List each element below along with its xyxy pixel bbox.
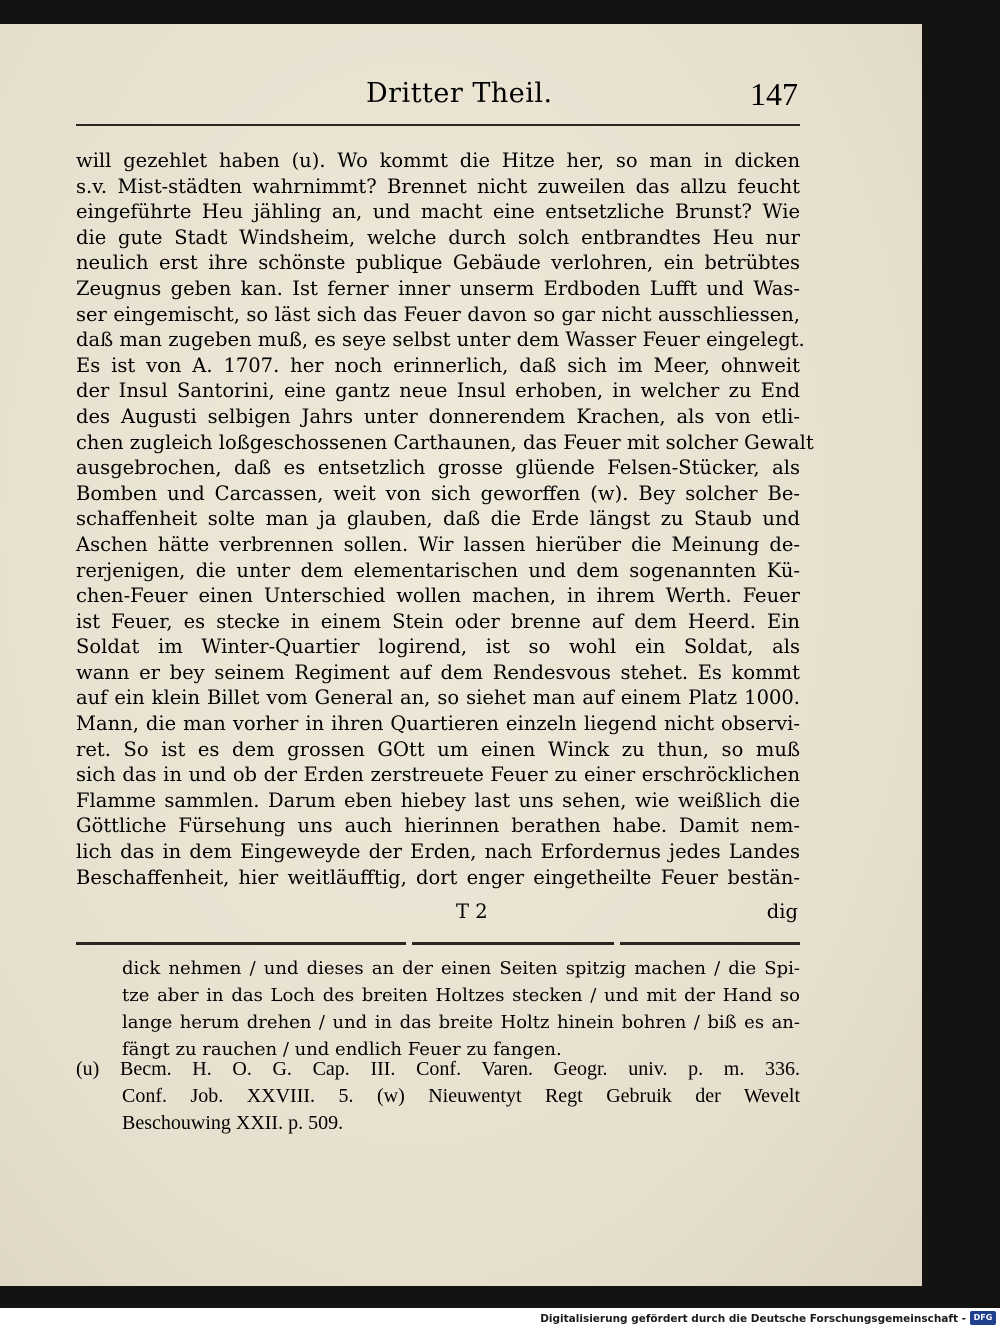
text-line: rerjenigen, die unter dem elementarischen und dem sogenannten Kü-: [76, 558, 800, 582]
text-line: Es ist von A. 1707. her noch erinnerlich, daß sich im Meer, ohnweit: [76, 353, 800, 377]
footnote-continuation: [122, 955, 800, 1063]
text-line: neulich erst ihre schönste publique Gebäude verlohren, ein betrübtes: [76, 251, 800, 275]
header-rule: [76, 124, 800, 126]
text-line: schaffenheit solte man ja glauben, daß die Erde längst zu Staub und: [76, 507, 800, 531]
text-line: ist Feuer, es stecke in einem Stein oder brenne auf dem Heerd. Ein: [76, 609, 800, 633]
text-line: s.v. Mist-städten wahrnimmt? Brennet nicht zuweilen das allzu feucht: [76, 174, 800, 198]
text-line: chen-Feuer einen Unterschied wollen machen, in ihrem Werth. Feuer: [76, 584, 800, 608]
text-line: Bomben und Carcassen, weit von sich geworffen (w). Bey solcher Be-: [76, 481, 800, 505]
text-line: Zeugnus geben kan. Ist ferner inner unserm Erdboden Lufft und Was-: [76, 276, 800, 300]
footnote-divider: [620, 942, 800, 945]
page-header: [76, 76, 800, 120]
text-line: ausgebrochen, daß es entsetzlich grosse glüende Felsen-Stücker, als: [76, 456, 800, 480]
text-line: eingeführte Heu jähling an, und macht eine entsetzliche Brunst? Wie: [76, 200, 800, 224]
reference-line: Conf. Job. XXVIII. 5. (w) Nieuwentyt Regt Gebruik der Wevelt: [122, 1085, 800, 1107]
text-line: die gute Stadt Windsheim, welche durch solch entbrandtes Heu nur: [76, 225, 800, 249]
text-line: daß man zugeben muß, es seye selbst unter dem Wasser Feuer eingelegt.: [76, 328, 805, 352]
footnote-line: fängt zu rauchen / und endlich Feuer zu fangen.: [122, 1039, 562, 1060]
reference-line: (u) Becm. H. O. G. Cap. III. Conf. Varen. Geogr. univ. p. m. 336.: [76, 1058, 800, 1080]
reference-line: Beschouwing XXII. p. 509.: [122, 1112, 344, 1134]
footnote-divider: [76, 942, 406, 945]
text-line: wann er bey seinem Regiment auf dem Rendesvous stehet. Es kommt: [76, 660, 800, 684]
footnote-divider: [412, 942, 614, 945]
page-number: 147: [750, 76, 798, 112]
text-line: der Insul Santorini, eine gantz neue Insul erhoben, in welcher zu End: [76, 379, 800, 403]
text-line: ret. So ist es dem grossen GOtt um einen Winck zu thun, so muß: [76, 737, 800, 761]
footnote-line: lange herum drehen / und in das breite Holtz hinein bohren / biß es an-: [122, 1012, 800, 1033]
text-line: Göttliche Fürsehung uns auch hierinnen berathen habe. Damit nem-: [76, 814, 800, 838]
footnote-line: dick nehmen / und dieses an der einen Seiten spitzig machen / die Spi-: [122, 958, 800, 979]
digitization-credit: Digitalisierung gefördert durch die Deutsche Forschungsgemeinschaft -: [540, 1313, 966, 1325]
catch-line: [76, 897, 800, 927]
dfg-logo: DFG: [970, 1311, 996, 1325]
text-line: Soldat im Winter-Quartier logirend, ist so wohl ein Soldat, als: [76, 635, 800, 659]
text-line: auf ein klein Billet vom General an, so siehet man auf einem Platz 1000.: [76, 686, 800, 710]
footnote-references: [76, 1056, 800, 1137]
running-head: Dritter Theil.: [366, 78, 553, 109]
signature-mark: T 2: [456, 900, 488, 923]
text-line: lich das in dem Eingeweyde der Erden, nach Erfordernus jedes Landes: [76, 840, 800, 864]
text-line: ser eingemischt, so läst sich das Feuer davon so gar nicht ausschliessen,: [76, 302, 800, 326]
text-line: sich das in und ob der Erden zerstreuete Feuer zu einer erschröcklichen: [76, 763, 800, 787]
text-line: Flamme sammlen. Darum eben hiebey last uns sehen, wie weißlich die: [76, 788, 800, 812]
text-line: Beschaffenheit, hier weitläufftig, dort enger eingetheilte Feuer bestän-: [76, 865, 800, 889]
main-text: [76, 148, 814, 890]
text-line: chen zugleich loßgeschossenen Carthaunen, das Feuer mit solcher Gewalt: [76, 430, 814, 454]
footnote-line: tze aber in das Loch des breiten Holtzes stecken / und mit der Hand so: [122, 985, 800, 1006]
text-line: Mann, die man vorher in ihren Quartieren einzeln liegend nicht observi-: [76, 712, 800, 736]
text-line: will gezehlet haben (u). Wo kommt die Hitze her, so man in dicken: [76, 149, 800, 172]
text-line: Aschen hätte verbrennen sollen. Wir lassen hierüber die Meinung de-: [76, 532, 800, 556]
catchword: dig: [766, 900, 798, 923]
text-line: des Augusti selbigen Jahrs unter donnerendem Krachen, als von etli-: [76, 404, 800, 428]
